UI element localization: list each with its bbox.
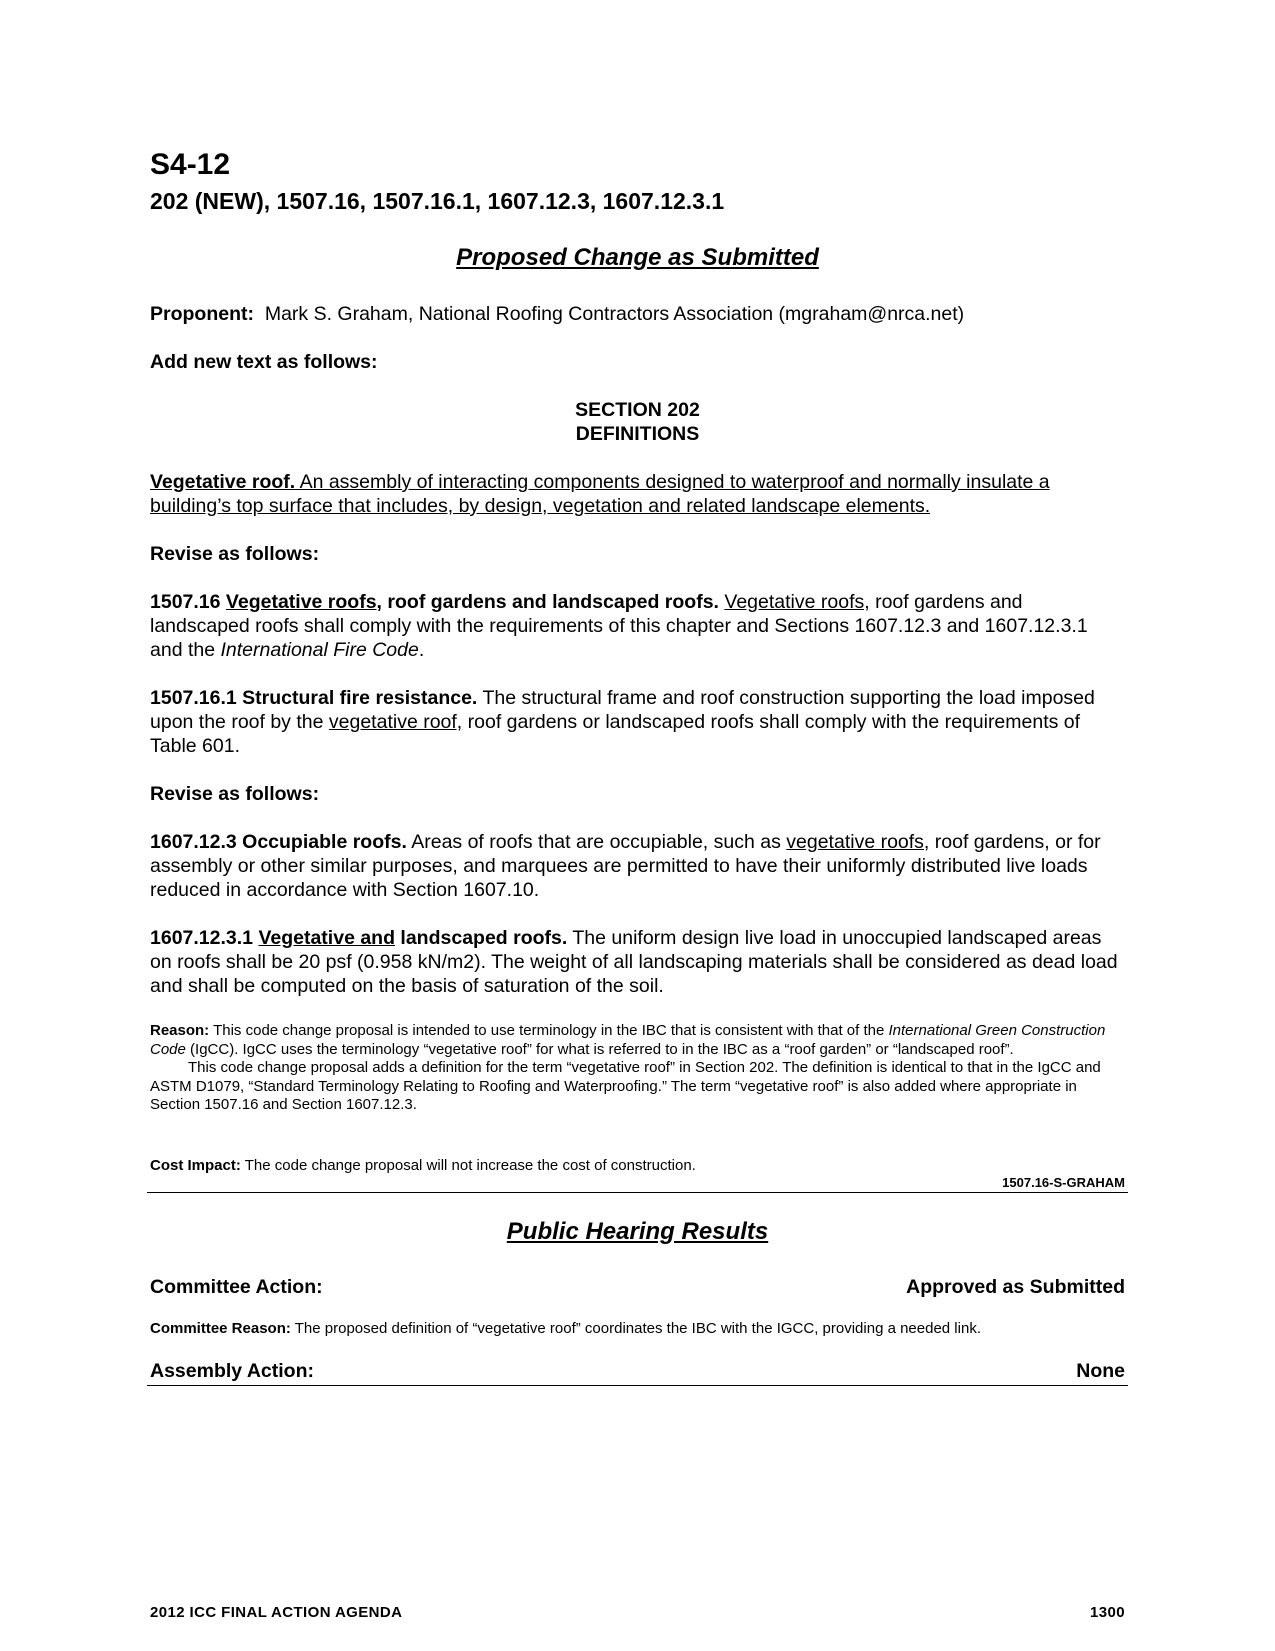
section-number: SECTION 202 <box>575 399 700 421</box>
section-1507-16-title: roof gardens and landscaped roofs. <box>387 591 719 613</box>
cost-impact <box>150 1157 1125 1176</box>
vegetative-roof-definition <box>150 470 1125 518</box>
section-1507-16-1-title: 1507.16.1 Structural fire resistance. <box>150 687 478 709</box>
cost-impact-label: Cost Impact: <box>150 1157 241 1174</box>
reason-paragraph-1 <box>150 1022 1125 1059</box>
proponent-line <box>150 302 1125 326</box>
section-1607-12-3-1-text: The uniform design live load in unoccupied landscaped areas on roofs shall be 20 psf (0.958 kN/m2). The weight of all landscaping materials shall be considered as dead load and shall be computed on the basis of saturation of the soil. <box>150 927 1118 997</box>
affected-sections: 202 (NEW), 1507.16, 1507.16.1, 1607.12.3, 1607.12.3.1 <box>150 188 725 214</box>
definition-term: Vegetative roof. <box>150 471 296 493</box>
reason-label: Reason: <box>150 1022 210 1039</box>
international-fire-code-ref: International Fire Code <box>220 639 419 661</box>
section-1607-12-3-text-b: roof gardens, or for assembly or other similar purposes, and marquees are permitted to have their uniformly distributed live loads reduced in accordance with Section 1607.10. <box>150 831 1101 901</box>
section-name: DEFINITIONS <box>575 423 700 445</box>
proposed-change-heading: Proposed Change as Submitted <box>456 244 819 271</box>
section-1507-16-added-text: Vegetative roofs, <box>724 591 870 613</box>
committee-reason-label: Committee Reason: <box>150 1320 291 1337</box>
reason-paragraph-2: This code change proposal adds a definition for the term “vegetative roof” in Section 202. The definition is identical to that in the IgCC and ASTM D1079, “Standard Terminology Relating to Roofing and Waterproofing.” The term “vegetative roof” is also added where appropriate in Section 1507.16 and Section 1607.12.3. <box>150 1059 1101 1113</box>
section-1507-16-1-text-a: The structural frame and roof construction supporting the load imposed upon the roof by the <box>150 687 1095 733</box>
assembly-action-row <box>150 1359 1125 1383</box>
section-1607-12-3 <box>150 830 1125 902</box>
proponent-text: Mark S. Graham, National Roofing Contractors Association (mgraham@nrca.net) <box>264 303 965 325</box>
section-202-title <box>150 398 1125 446</box>
section-1607-12-3-text-a: Areas of roofs that are occupiable, such as <box>411 831 781 853</box>
public-hearing-heading: Public Hearing Results <box>506 1218 769 1245</box>
section-divider <box>147 1192 1128 1193</box>
add-new-text-instruction: Add new text as follows: <box>150 351 378 373</box>
committee-action-row <box>150 1275 1125 1299</box>
section-1507-16-1 <box>150 686 1125 758</box>
revise-instruction-2: Revise as follows: <box>150 783 320 805</box>
section-1507-16-title-added: Vegetative roofs, <box>225 591 382 613</box>
agenda-title: 2012 ICC FINAL ACTION AGENDA <box>150 1604 403 1621</box>
proposal-tag: 1507.16-S-GRAHAM <box>1002 1175 1125 1190</box>
assembly-action-label: Assembly Action: <box>150 1360 314 1382</box>
section-1607-12-3-title: 1607.12.3 Occupiable roofs. <box>150 831 407 853</box>
section-1507-16-number: 1507.16 <box>150 591 221 613</box>
proponent-label: Proponent: <box>150 303 254 325</box>
section-1607-12-3-1-number: 1607.12.3.1 <box>150 927 254 949</box>
section-1507-16-text: roof gardens and landscaped roofs shall comply with the requirements of this chapter and Sections 1607.12.3 and 1607.12.3.1 and the <box>150 591 1088 661</box>
section-1507-16-1-added-text: vegetative roof, <box>328 711 463 733</box>
assembly-action-value: None <box>1076 1360 1125 1382</box>
section-1607-12-3-added-text: vegetative roofs, <box>786 831 930 853</box>
page-footer <box>150 1601 1125 1625</box>
section-1507-16 <box>150 590 1125 662</box>
committee-action-value: Approved as Submitted <box>906 1276 1125 1298</box>
reason-block <box>150 1022 1125 1115</box>
page-number: 1300 <box>1090 1604 1125 1621</box>
reason-text-b: (IgCC). IgCC uses the terminology “vegetative roof” for what is referred to in the IBC as a “roof garden” or “landscaped roof”. <box>190 1040 1014 1058</box>
assembly-divider <box>147 1385 1128 1386</box>
document-page <box>150 0 1125 1651</box>
section-1607-12-3-1-title: landscaped roofs. <box>400 927 568 949</box>
section-1607-12-3-1 <box>150 926 1125 998</box>
committee-reason-text: The proposed definition of “vegetative roof” coordinates the IBC with the IGCC, providing a needed link. <box>294 1320 981 1337</box>
section-1507-16-end: . <box>418 639 425 661</box>
definition-text: An assembly of interacting components designed to waterproof and normally insulate a building’s top surface that includes, by design, vegetation and related landscape elements. <box>150 471 1050 517</box>
revise-instruction-1: Revise as follows: <box>150 543 320 565</box>
igcc-title: International Green Construction Code <box>150 1022 1106 1058</box>
committee-reason <box>150 1320 1125 1339</box>
cost-impact-text: The code change proposal will not increase the cost of construction. <box>244 1157 696 1174</box>
reason-text-a: This code change proposal is intended to use terminology in the IBC that is consistent with that of the <box>213 1022 885 1039</box>
code-change-id: S4-12 <box>150 148 231 181</box>
committee-action-label: Committee Action: <box>150 1276 323 1298</box>
section-1507-16-1-text-b: roof gardens or landscaped roofs shall comply with the requirements of Table 601. <box>150 711 1081 757</box>
section-1607-12-3-1-added-title: Vegetative and <box>258 927 395 949</box>
